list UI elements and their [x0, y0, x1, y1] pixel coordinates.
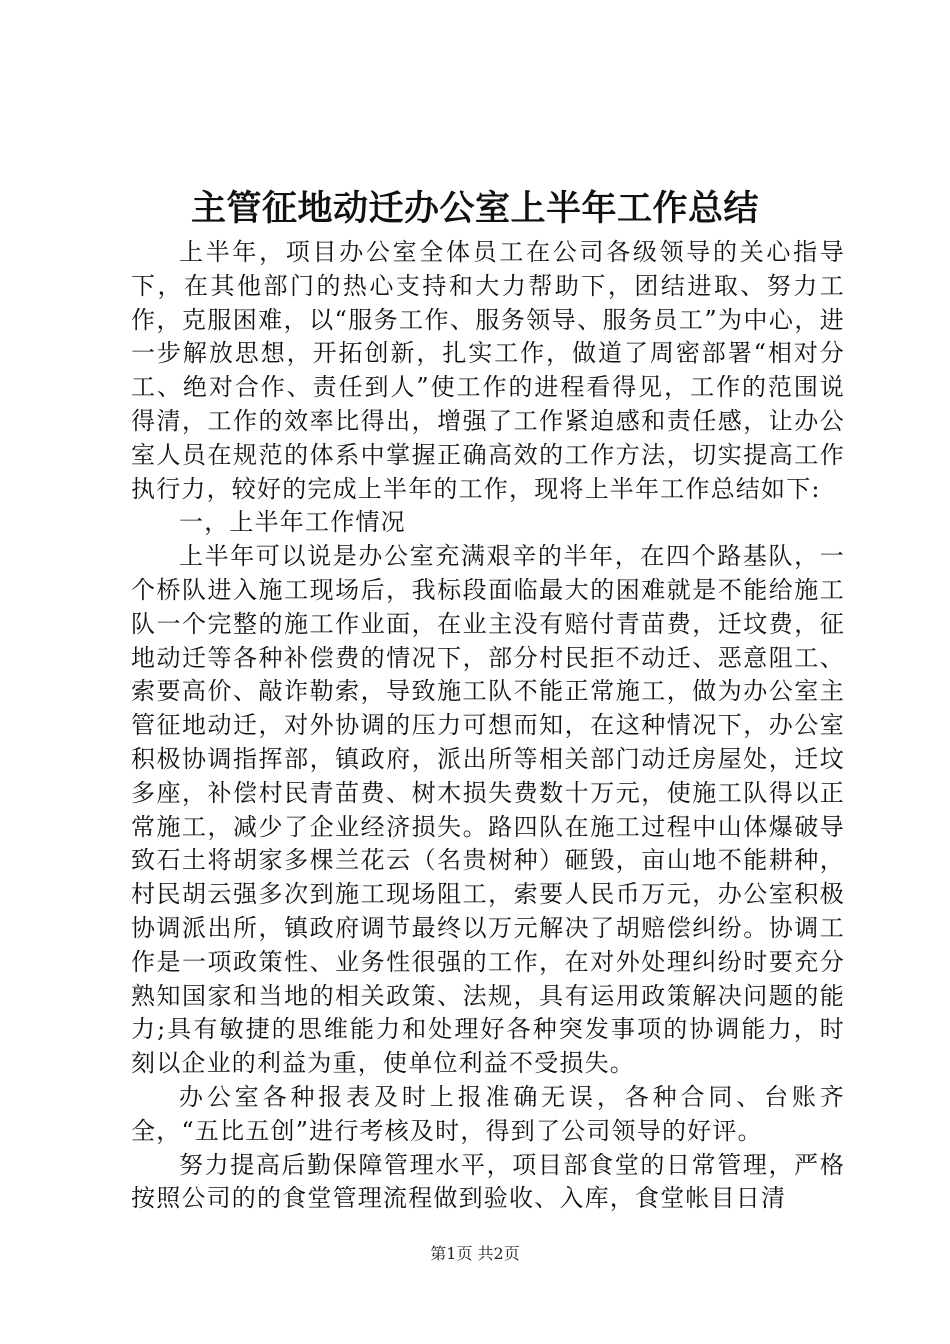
page-number: 第1页 共2页 [430, 1244, 520, 1263]
paragraph-reports: 办公室各种报表及时上报准确无误，各种合同、台账齐全，“五比五创”进行考核及时，得到了公司领导的好评。 [131, 1082, 845, 1145]
paragraph-intro: 上半年，项目办公室全体员工在公司各级领导的关心指导下，在其他部门的热心支持和大力帮助下，团结进取、努力工作，克服困难，以“服务工作、服务领导、服务员工”为中心，进一步解放思想，开拓创新，扎实工作，做道了周密部署“相对分工、绝对合作、责任到人”使工作的进程看得见，工作的范围说得清，工作的效率比得出，增强了工作紧迫感和责任感，让办公室人员在规范的体系中掌握正确高效的工作方法，切实提高工作执行力，较好的完成上半年的工作，现将上半年工作总结如下: [131, 238, 845, 503]
paragraph-logistics: 努力提高后勤保障管理水平，项目部食堂的日常管理，严格按照公司的的食堂管理流程做到验收、入库，食堂帐目日清 [131, 1150, 845, 1213]
section-heading: 一，上半年工作情况 [179, 508, 406, 537]
document-body [131, 236, 845, 1216]
document-title: 主管征地动迁办公室上半年工作总结 [190, 189, 759, 229]
paragraph-work-situation: 上半年可以说是办公室充满艰辛的半年，在四个路基队，一个桥队进入施工现场后，我标段面临最大的困难就是不能给施工队一个完整的施工作业面，在业主没有赔付青苗费，迁坟费，征地动迁等各种补偿费的情况下，部分村民拒不动迁、恶意阻工、索要高价、敲诈勒索，导致施工队不能正常施工，做为办公室主管征地动迁，对外协调的压力可想而知，在这种情况下，办公室积极协调指挥部，镇政府，派出所等相关部门动迁房屋处，迁坟多座，补偿村民青苗费、树木损失费数十万元，使施工队得以正常施工，减少了企业经济损失。路四队在施工过程中山体爆破导致石土将胡家多棵兰花云（名贵树种）砸毁，亩山地不能耕种，村民胡云强多次到施工现场阻工，索要人民币万元，办公室积极协调派出所，镇政府调节最终以万元解决了胡赔偿纠纷。协调工作是一项政策性、业务性很强的工作，在对外处理纠纷时要充分熟知国家和当地的相关政策、法规，具有运用政策解决问题的能力;具有敏捷的思维能力和处理好各种突发事项的协调能力，时刻以企业的利益为重，使单位利益不受损失。 [131, 542, 845, 1078]
